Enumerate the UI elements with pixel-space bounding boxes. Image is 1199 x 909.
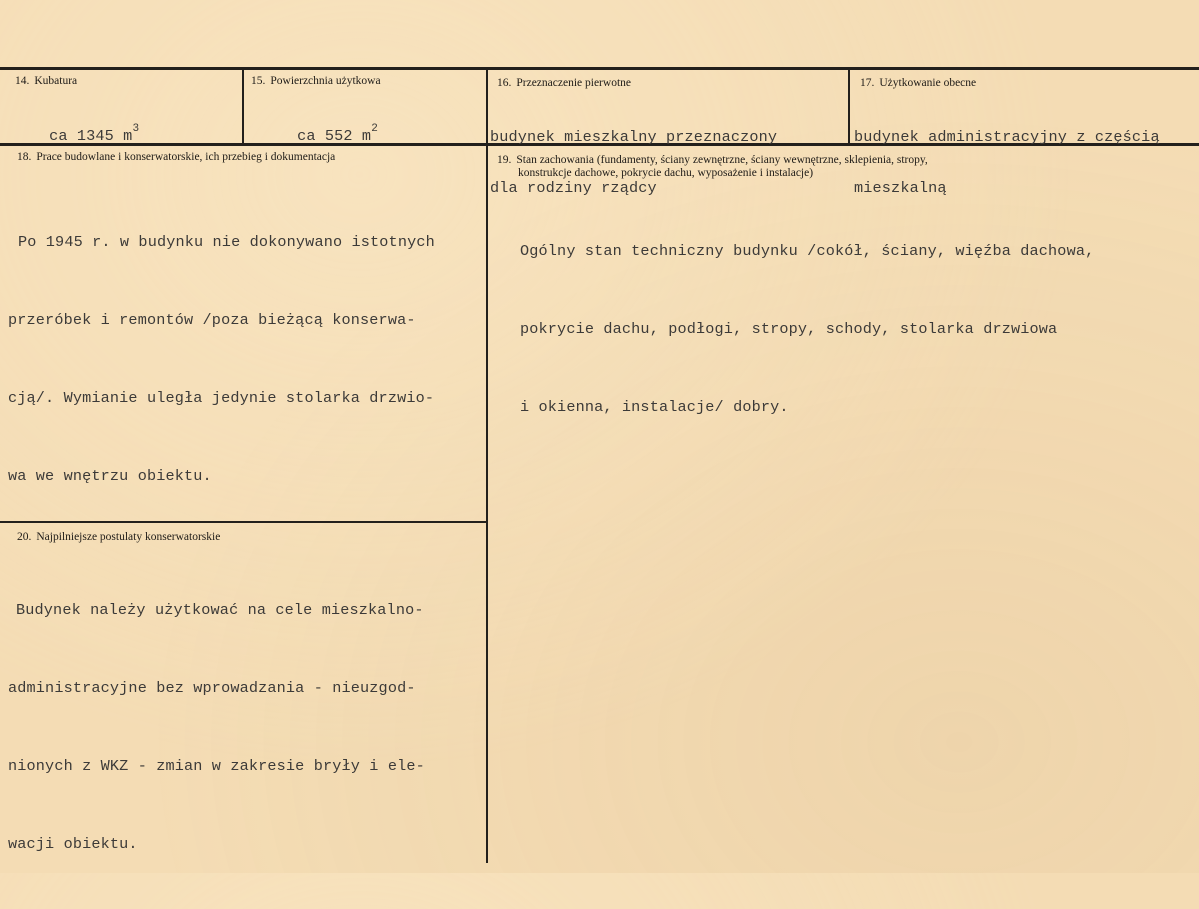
field-label: Kubatura [34, 75, 78, 87]
field-number: 14. [15, 75, 30, 87]
field-19-label-line2 [518, 167, 813, 180]
rule-col-16-17 [848, 67, 850, 145]
field-label: Najpilniejsze postulaty konserwatorskie [36, 531, 221, 543]
text-line: i okienna, instalacje/ dobry. [520, 398, 789, 416]
text-line: Ogólny stan techniczny budynku /cokół, ściany, więźba dachowa, [520, 242, 1095, 260]
field-number: 20. [17, 531, 32, 543]
text-line: cją/. Wymianie uległa jedynie stolarka drzwio- [8, 389, 435, 407]
field-number: 15. [251, 75, 266, 87]
field-number: 19. [497, 154, 512, 166]
text-line: mieszkalną [854, 179, 947, 197]
field-19-value [520, 186, 1094, 472]
text-line: Budynek należy użytkować na cele mieszkalno- [16, 601, 424, 619]
kubatura-value: ca 1345 m [49, 127, 133, 145]
field-17-label [860, 77, 976, 90]
field-number: 18. [17, 151, 32, 163]
field-18-label [17, 151, 335, 164]
field-label: Stan zachowania (fundamenty, ściany zewnętrzne, ściany wewnętrzne, sklepienia, stropy, [516, 154, 928, 166]
field-label: Użytkowanie obecne [879, 77, 977, 89]
field-label-continuation: konstrukcje dachowe, pokrycie dachu, wyposażenie i instalacje) [518, 167, 814, 179]
powierzchnia-exponent: 2 [371, 123, 378, 135]
powierzchnia-value: ca 552 m [297, 127, 372, 145]
text-line: budynek mieszkalny przeznaczony [490, 128, 778, 146]
field-18-value [8, 177, 435, 541]
text-line: budynek administracyjny z częścią [854, 128, 1160, 146]
field-number: 17. [860, 77, 875, 89]
field-label: Prace budowlane i konserwatorskie, ich przebieg i dokumentacja [36, 151, 336, 163]
rule-top [0, 67, 1199, 70]
text-line: administracyjne bez wprowadzania - nieuzgod- [8, 679, 416, 697]
kubatura-exponent: 3 [132, 123, 140, 135]
field-14-label [15, 75, 77, 88]
text-line: dla rodziny rządcy [490, 179, 657, 197]
field-14-value [12, 97, 139, 177]
text-line: nionych z WKZ - zmian w zakresie bryły i ele- [8, 757, 425, 775]
field-20-label [17, 531, 220, 544]
field-16-label [497, 77, 631, 90]
rule-col-14-15 [242, 67, 244, 145]
text-line: pokrycie dachu, podłogi, stropy, schody, stolarka drzwiowa [520, 320, 1058, 338]
text-line: Po 1945 r. w budynku nie dokonywano istotnych [18, 233, 435, 251]
text-line: wa we wnętrzu obiektu. [8, 467, 212, 485]
field-label: Powierzchnia użytkowa [270, 75, 381, 87]
field-15-value [260, 97, 378, 177]
field-20-value [8, 545, 425, 909]
field-19-label [497, 154, 928, 167]
field-label: Przeznaczenie pierwotne [516, 77, 631, 89]
rule-col-center [486, 67, 488, 863]
field-number: 16. [497, 77, 512, 89]
text-line: przeróbek i remontów /poza bieżącą konserwa- [8, 311, 416, 329]
field-15-label [251, 75, 381, 88]
text-line: wacji obiektu. [8, 835, 138, 853]
